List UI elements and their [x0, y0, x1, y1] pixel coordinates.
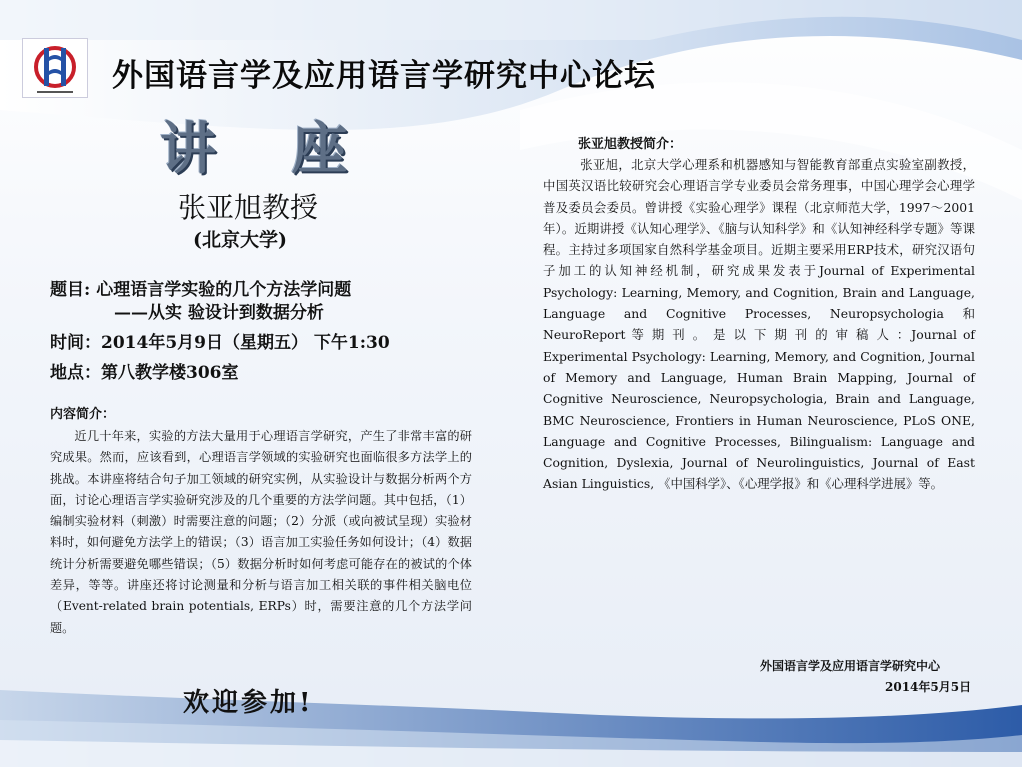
intro-heading: 内容简介：: [50, 407, 116, 422]
bio-text: 张亚旭，北京大学心理系和机器感知与智能教育部重点实验室副教授，中国英汉语比较研究会心理语言学专业委员会常务理事，中国心理学会心理学普及委员会委员。曾讲授《实验心理学》课程（北京师范大学，1997～2001年）。近期讲授《认知心理学》、《脑与认知科学》和《认知神经科学专题》等课程。主持过多项国家自然科学基金项目。近期主要采用ERP技术，研究汉语句子加工的认知神经机制，研究成果发表于Journal of Experimental Psychology: Learning, Memory, and Cognition, Brain and Language, Language and Cognitive Processes, Neuropsychologia 和 NeuroReport 等 期 刊 。 是 以 下 期 刊 的 审 稿 人 ：Journal of Experimental Psychology: Learning, Memory, and Cognition, Journal of Memory and Language, Human Brain Mapping, Journal of Cognitive Neuroscience, Neuropsychologia, Brain and Language, BMC Neuroscience, Frontiers in Human Neuroscience, PLoS ONE, Language and Cognitive Processes, Bilingualism: Language and Cognition, Dyslexia, Journal of Neurolinguistics, Journal of East Asian Linguistics, 《中国科学》、《心理学报》和《心理科学进展》等。: [543, 157, 975, 492]
notice-date: 2014年5月5日: [885, 680, 972, 694]
speaker-name: 张亚旭教授: [178, 191, 319, 224]
bio-heading: 张亚旭教授简介：: [578, 137, 683, 152]
speaker-affiliation: (北京大学): [193, 229, 287, 251]
intro-text: 近几十年来，实验的方法大量用于心理语言学研究，产生了非常丰富的研究成果。然而，应该看到，心理语言学领域的实验研究也面临很多方法学上的挑战。本讲座将结合句子加工领域的研究实例，从实验设计与数据分析两个方面，讨论心理语言学实验研究涉及的几个重要的方法学问题。其中包括，（1）编制实验材料（刺激）时需要注意的问题；（2）分派（或向被试呈现）实验材料时，如何避免方法学上的错误；（3）语言加工实验任务如何设计；（4）数据统计分析需要避免哪些错误；（5）数据分析时如何考虑可能存在的被试的个体差异，等等。讲座还将讨论测量和分析与语言加工相关联的事件相关脑电位（Event-related brain potentials, ERPs）时，需要注意的几个方法学问题。: [50, 429, 472, 635]
logo-emblem-icon: [23, 39, 87, 97]
lecture-heading: 讲 座: [160, 117, 376, 182]
organizer-name: 外国语言学及应用语言学研究中心: [760, 659, 941, 673]
welcome-message: 欢迎参加!: [183, 688, 314, 718]
forum-title: 外国语言学及应用语言学研究中心论坛: [112, 58, 656, 94]
topic-line-2: ——从实 验设计到数据分析: [114, 303, 324, 323]
lecture-place: 地点：第八教学楼306室: [50, 363, 239, 383]
topic-line-1: 题目: 心理语言学实验的几个方法学问题: [50, 280, 352, 300]
university-logo: [22, 38, 88, 98]
lecture-time: 时间：2014年5月9日（星期五） 下午1:30: [50, 333, 390, 353]
